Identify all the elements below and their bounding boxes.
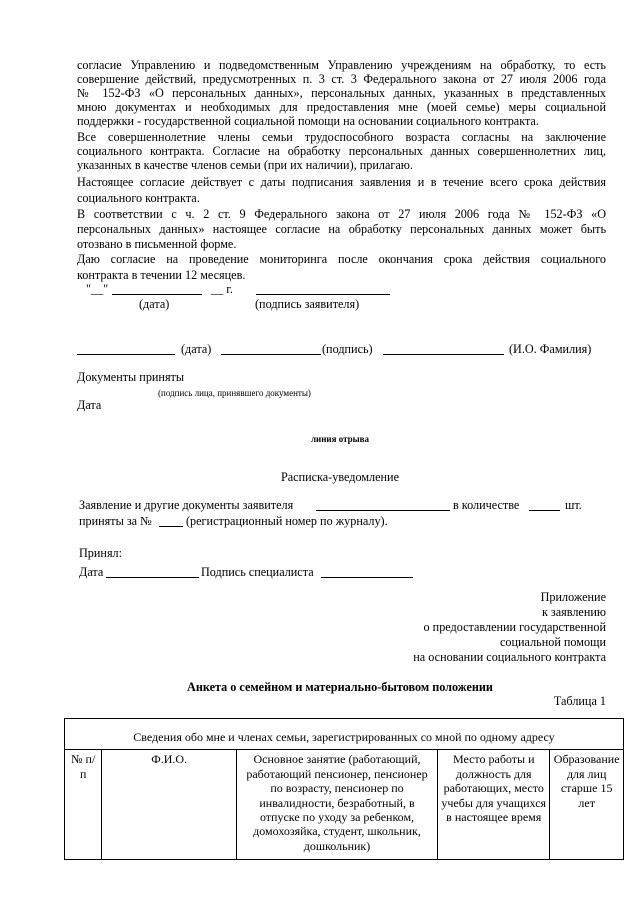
questionnaire-title: Анкета о семейном и материально-бытовом положении [187,680,493,694]
name-caption-2: (И.О. Фамилия) [509,342,592,356]
consent-line-2: совершение действий, предусмотренных п. 3 ст. 3 Федерального закона от 27 июля 2006 года [77,72,606,86]
consent-line-14: Даю согласие на проведение мониторинга после окончания срока действия социального [77,252,606,266]
signature-caption-2: (подпись) [322,342,373,356]
consent-line-1: согласие Управлению и подведомственным Управлению учреждениям на обработку, то есть [77,58,606,72]
applicant-name-field[interactable] [316,510,450,511]
consent-line-3: № 152-ФЗ «О персональных данных», персональных данных, указанных в представленных [77,86,606,100]
date-month-field[interactable] [112,294,202,295]
consent-line-10: социального контракта. [77,191,200,205]
name-field-2[interactable] [383,354,504,355]
documents-accepted-by-note: (подпись лица, принявшего документы) [158,388,311,398]
consent-line-12: персональных данных» настоящее согласие на обработку персональных данных может быть [77,222,606,236]
receipt-date-label: Дата [79,565,104,579]
receipt-date-field[interactable] [106,577,199,578]
receipt-line2-end: (регистрационный номер по журналу). [186,514,388,528]
specialist-signature-label: Подпись специалиста [201,565,314,579]
registration-number-field[interactable] [159,526,183,527]
consent-line-6: Все совершеннолетние члены семьи трудоспособного возраста согласны на заключение [77,130,606,144]
cut-line-label: линия отрыва [310,434,370,444]
signature-field-2[interactable] [221,354,321,355]
document-count-field[interactable] [529,510,560,511]
consent-line-13: отозвано в письменной форме. [77,237,237,251]
received-label: Принял: [79,546,123,560]
table-label: Таблица 1 [553,694,606,708]
appendix-line-1: Приложение [540,590,606,604]
table-columns-row [65,750,624,860]
column-number: № п/п [65,750,102,860]
consent-line-7: социального контракта. Согласие на обработку персональных данных совершеннолетних лиц, [77,144,606,158]
documents-accepted-label: Документы приняты [77,370,185,384]
table-header-row [65,719,624,750]
table-header-cell: Сведения обо мне и членах семьи, зарегистрированных со мной по одному адресу [65,719,624,750]
appendix-line-5: на основании социального контракта [413,650,606,664]
consent-line-15: контракта в течении 12 месяцев. [77,268,246,282]
receipt-line2-start: приняты за № [79,514,152,528]
column-workplace: Место работы и должность для работающих, место учебы для учащихся в настоящее время [438,750,550,860]
consent-line-4: мною документах и необходимых для предоставления мне (моей семье) меры социальной [77,100,606,114]
specialist-signature-field[interactable] [321,577,413,578]
date-year-suffix: __ г. [211,282,233,296]
receipt-line1-end: шт. [565,498,582,512]
consent-line-11: В соответствии с ч. 2 ст. 9 Федерального закона от 27 июля 2006 года № 152-ФЗ «О [77,207,606,221]
consent-line-8: указанных в качестве членов семьи (при их наличии), прилагаю. [77,158,413,172]
column-education: Образование для лиц старше 15 лет [550,750,624,860]
consent-line-5: поддержки - государственной социальной помощи на основании социального контракта. [77,114,539,128]
receipt-line1-mid: в количестве [453,498,520,512]
documents-date-label: Дата [77,398,102,412]
column-occupation: Основное занятие (работающий, работающий пенсионер, пенсионер по возрасту, пенсионер по инвалидности, безработный, в отпуске по уходу за ребенком, домохозяйка, студент, школьник, дошкольник) [236,750,437,860]
receipt-line1-start: Заявление и другие документы заявителя [79,498,294,512]
consent-line-9: Настоящее согласие действует с даты подписания заявления и в течение всего срока действия [77,175,606,189]
date-day-template: "__" [86,282,109,296]
date-caption: (дата) [139,297,170,311]
appendix-line-2: к заявлению [541,605,606,619]
appendix-line-3: о предоставлении государственной [423,620,606,634]
family-info-table [64,718,624,860]
date-caption-2: (дата) [181,342,212,356]
applicant-signature-field[interactable] [256,294,390,295]
applicant-signature-caption: (подпись заявителя) [255,297,360,311]
appendix-line-4: социальной помощи [500,635,606,649]
column-full-name: Ф.И.О. [102,750,236,860]
receipt-title: Расписка-уведомление [280,470,399,484]
date-field-2[interactable] [77,354,175,355]
